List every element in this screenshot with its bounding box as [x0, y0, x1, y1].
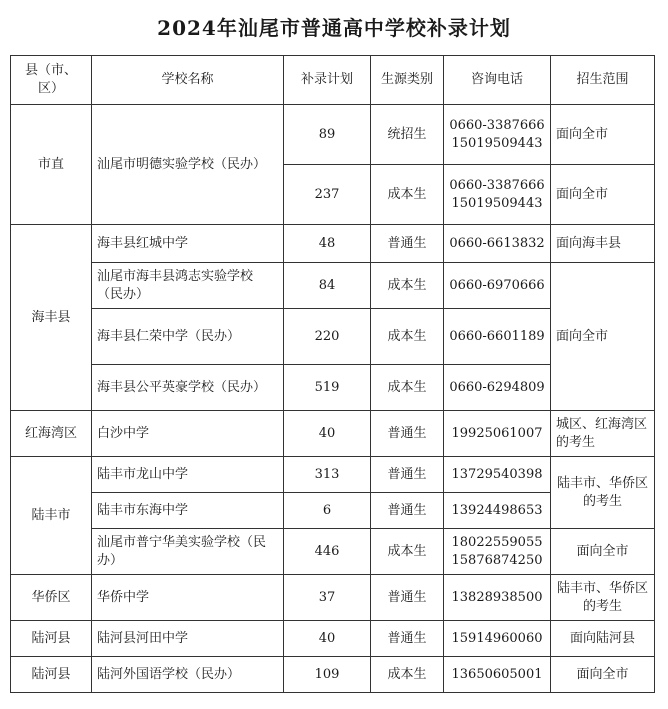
scope-cell: 面向全市	[551, 657, 655, 693]
scope-cell: 面向全市	[551, 263, 655, 411]
phone-line: 19925061007	[451, 425, 543, 441]
type-cell: 普通生	[371, 575, 444, 621]
table-row	[11, 529, 655, 575]
school-cell: 陆丰市龙山中学	[92, 457, 284, 493]
phone-cell	[444, 365, 551, 411]
plan-cell: 37	[284, 575, 371, 621]
phone-line: 18022559055	[451, 534, 543, 550]
phone-cell	[444, 575, 551, 621]
school-cell: 陆河县河田中学	[92, 621, 284, 657]
header-county: 县（市、区）	[11, 56, 92, 105]
county-cell: 陆河县	[11, 657, 92, 693]
phone-line: 13650605001	[451, 666, 543, 682]
phone-cell	[444, 263, 551, 309]
table-row	[11, 105, 655, 165]
header-phone: 咨询电话	[444, 56, 551, 105]
school-cell: 华侨中学	[92, 575, 284, 621]
phone-line: 15019509443	[451, 195, 543, 211]
phone-cell	[444, 309, 551, 365]
phone-line: 0660-3387666	[449, 117, 545, 133]
plan-cell: 40	[284, 621, 371, 657]
phone-line: 13828938500	[451, 589, 543, 605]
type-cell: 成本生	[371, 529, 444, 575]
table-header-row	[11, 56, 655, 105]
enrollment-table	[10, 55, 655, 693]
table-row	[11, 575, 655, 621]
county-cell: 红海湾区	[11, 411, 92, 457]
table-row	[11, 411, 655, 457]
scope-cell: 陆丰市、华侨区的考生	[551, 457, 655, 529]
phone-cell	[444, 493, 551, 529]
school-cell: 陆河外国语学校（民办）	[92, 657, 284, 693]
phone-cell	[444, 657, 551, 693]
table-row	[11, 263, 655, 309]
phone-cell	[444, 105, 551, 165]
header-school: 学校名称	[92, 56, 284, 105]
phone-cell	[444, 457, 551, 493]
scope-cell: 面向全市	[551, 165, 655, 225]
phone-line: 0660-6601189	[449, 328, 545, 344]
county-cell: 华侨区	[11, 575, 92, 621]
phone-line: 0660-6970666	[449, 277, 545, 293]
header-type: 生源类别	[371, 56, 444, 105]
county-cell: 陆丰市	[11, 457, 92, 575]
phone-line: 0660-3387666	[449, 177, 545, 193]
table-row	[11, 621, 655, 657]
plan-cell: 446	[284, 529, 371, 575]
plan-cell: 6	[284, 493, 371, 529]
plan-cell: 40	[284, 411, 371, 457]
type-cell: 成本生	[371, 309, 444, 365]
county-cell: 市直	[11, 105, 92, 225]
phone-cell	[444, 411, 551, 457]
scope-cell: 城区、红海湾区的考生	[551, 411, 655, 457]
table-row	[11, 457, 655, 493]
type-cell: 成本生	[371, 263, 444, 309]
plan-cell: 48	[284, 225, 371, 263]
phone-line: 13924498653	[451, 502, 543, 518]
county-cell: 海丰县	[11, 225, 92, 411]
page-title: 2024年汕尾市普通高中学校补录计划	[157, 16, 511, 40]
phone-cell	[444, 529, 551, 575]
school-cell: 海丰县仁荣中学（民办）	[92, 309, 284, 365]
school-cell: 汕尾市明德实验学校（民办）	[92, 105, 284, 225]
plan-cell: 84	[284, 263, 371, 309]
phone-cell	[444, 621, 551, 657]
type-cell: 成本生	[371, 165, 444, 225]
type-cell: 普通生	[371, 457, 444, 493]
type-cell: 普通生	[371, 411, 444, 457]
table-row	[11, 657, 655, 693]
scope-cell: 面向全市	[551, 105, 655, 165]
type-cell: 统招生	[371, 105, 444, 165]
header-plan: 补录计划	[284, 56, 371, 105]
phone-line: 0660-6613832	[449, 235, 545, 251]
plan-cell: 313	[284, 457, 371, 493]
plan-cell: 237	[284, 165, 371, 225]
scope-cell: 面向全市	[551, 529, 655, 575]
type-cell: 普通生	[371, 493, 444, 529]
type-cell: 普通生	[371, 225, 444, 263]
school-cell: 海丰县红城中学	[92, 225, 284, 263]
type-cell: 普通生	[371, 621, 444, 657]
school-cell: 陆丰市东海中学	[92, 493, 284, 529]
scope-cell: 面向海丰县	[551, 225, 655, 263]
phone-cell	[444, 225, 551, 263]
school-cell: 汕尾市普宁华美实验学校（民办）	[92, 529, 284, 575]
phone-line: 15876874250	[451, 552, 543, 568]
plan-cell: 89	[284, 105, 371, 165]
school-cell: 海丰县公平英豪学校（民办）	[92, 365, 284, 411]
phone-line: 15914960060	[451, 630, 543, 646]
phone-cell	[444, 165, 551, 225]
school-cell: 汕尾市海丰县鸿志实验学校（民办）	[92, 263, 284, 309]
scope-cell: 陆丰市、华侨区的考生	[551, 575, 655, 621]
scope-cell: 面向陆河县	[551, 621, 655, 657]
phone-line: 0660-6294809	[449, 379, 545, 395]
header-scope: 招生范围	[551, 56, 655, 105]
school-cell: 白沙中学	[92, 411, 284, 457]
plan-cell: 109	[284, 657, 371, 693]
phone-line: 15019509443	[451, 135, 543, 151]
phone-line: 13729540398	[451, 466, 543, 482]
type-cell: 成本生	[371, 365, 444, 411]
plan-cell: 519	[284, 365, 371, 411]
type-cell: 成本生	[371, 657, 444, 693]
county-cell: 陆河县	[11, 621, 92, 657]
table-row	[11, 225, 655, 263]
plan-cell: 220	[284, 309, 371, 365]
